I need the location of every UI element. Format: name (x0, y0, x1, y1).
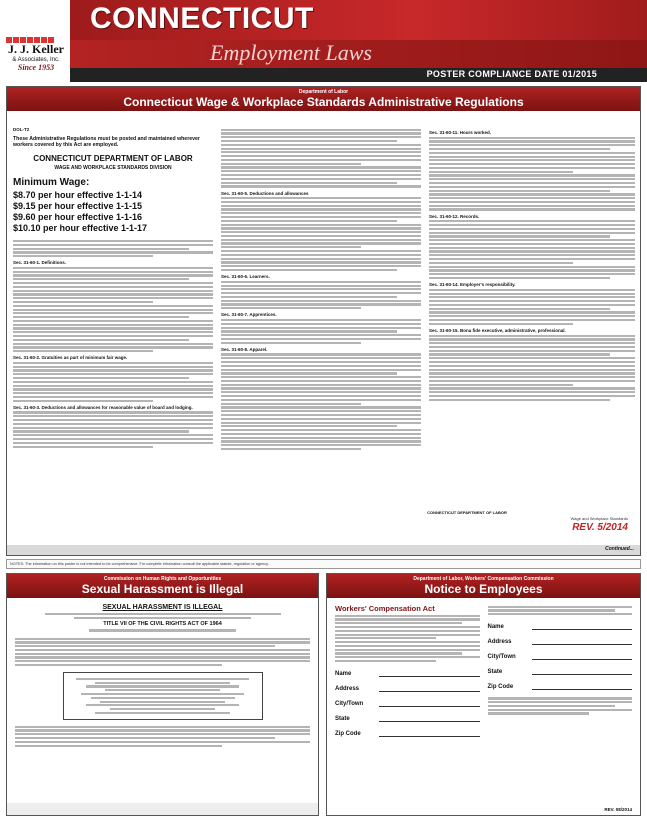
field-line[interactable] (532, 682, 633, 690)
wage-line: $8.70 per hour effective 1-1-14 (13, 190, 143, 200)
field-label: State (335, 716, 350, 723)
division-title: WAGE AND WORKPLACE STANDARDS DIVISION (54, 165, 172, 171)
field-line[interactable] (379, 729, 480, 737)
field-label: Address (335, 686, 360, 693)
jj-keller-logo (6, 38, 66, 78)
field-label: Zip Code (335, 731, 361, 738)
field-label: Address (487, 639, 512, 646)
notes-strip: NOTES: The information on this poster is not intended to be comprehensive. For complete information consult the applicable statute, regulation or agency. (6, 559, 641, 569)
panel-dept: Commission on Human Rights and Opportunities (103, 576, 222, 582)
signature-line: Wage and Workplace Standards (570, 516, 628, 521)
section-title: Sec. 31-60-7. Apprentices. (221, 312, 277, 318)
harassment-subheading: TITLE VII OF THE CIVIL RIGHTS ACT OF 1964 (103, 621, 222, 628)
form-field (335, 729, 480, 737)
revision-label: REV. 5/2014 (572, 522, 628, 533)
state-title: CONNECTICUT (90, 2, 314, 35)
harassment-heading: SEXUAL HARASSMENT IS ILLEGAL (102, 604, 223, 611)
section-title: Sec. 31-60-6. Learners. (221, 274, 270, 280)
logo-assoc: & Associates, Inc. (12, 57, 60, 63)
section-title: Sec. 31-60-12. Records. (429, 213, 480, 219)
workers-comp-panel (326, 573, 641, 816)
distribution-note: CONNECTICUT DEPARTMENT OF LABOR (427, 510, 507, 515)
section-title: Sec. 31-60-1. Definitions. (13, 260, 67, 266)
column-1 (13, 127, 213, 449)
panel-header (327, 574, 640, 598)
comp-left (335, 604, 480, 744)
field-line[interactable] (532, 667, 633, 675)
wage-line: $9.15 per hour effective 1-1-15 (13, 201, 143, 211)
logo-color-bar (6, 30, 66, 36)
logo-since: Since 1953 (17, 63, 55, 72)
wc-title: Workers' Compensation Act (335, 604, 435, 613)
panel-title: Notice to Employees (424, 582, 543, 596)
section-title: Sec. 31-60-14. Employer's responsibility. (429, 282, 516, 288)
form-field (488, 637, 633, 645)
harassment-contact-box (63, 672, 263, 719)
section-title: Sec. 31-60-8. Apparel. (221, 346, 268, 352)
field-label: State (487, 669, 503, 676)
wage-regulations-panel (6, 86, 641, 556)
subtitle-banner (70, 40, 647, 68)
field-label: Zip Code (487, 684, 514, 691)
panel-header (7, 87, 640, 111)
form-field (488, 652, 633, 660)
min-wage-heading: Minimum Wage: (13, 177, 90, 188)
dol-title: CONNECTICUT DEPARTMENT OF LABOR (33, 154, 193, 163)
section-title: Sec. 31-60-5. Deductions and allowances (221, 190, 309, 196)
compliance-date: POSTER COMPLIANCE DATE 01/2015 (426, 69, 597, 79)
panel-dept: Department of Labor (298, 89, 349, 95)
wage-line: $10.10 per hour effective 1-1-17 (13, 223, 148, 233)
field-line[interactable] (379, 699, 480, 707)
form-field (335, 669, 480, 677)
field-line[interactable] (532, 637, 633, 645)
poster-header (0, 0, 647, 82)
form-field (335, 714, 480, 722)
comp-right (488, 604, 633, 744)
comp-revision: REV. 08/2014 (604, 807, 632, 812)
poster-subtitle: Employment Laws (210, 40, 372, 65)
form-field (488, 682, 633, 690)
panel-footer (7, 545, 640, 555)
field-label: Name (487, 624, 504, 631)
harassment-panel (6, 573, 319, 816)
panel-dept: Department of Labor, Workers' Compensation Commission (413, 576, 554, 582)
state-banner (70, 0, 647, 40)
field-label: Name (335, 671, 352, 678)
column-3 (429, 127, 635, 403)
field-line[interactable] (379, 684, 480, 692)
form-field (335, 684, 480, 692)
field-label: City/Town (335, 701, 364, 708)
form-field (488, 622, 633, 630)
panel-header (7, 574, 318, 598)
panel-title: Connecticut Wage & Workplace Standards Administrative Regulations (123, 95, 524, 109)
form-field (488, 667, 633, 675)
field-line[interactable] (532, 652, 633, 660)
field-line[interactable] (379, 669, 480, 677)
intro-text: These Administrative Regulations must be posted and maintained wherever workers covered by this Act are employed. (13, 136, 200, 148)
column-2 (221, 127, 421, 452)
field-label: City/Town (487, 654, 516, 661)
panel-title: Sexual Harassment is Illegal (81, 582, 244, 596)
form-field (335, 699, 480, 707)
panel-notes (7, 803, 318, 815)
reg-number: DOL-T2 (13, 127, 30, 132)
wage-line: $9.60 per hour effective 1-1-16 (13, 212, 143, 222)
section-title: Sec. 31-60-3. Deductions and allowances for reasonable value of board and lodging. (13, 404, 193, 410)
section-title: Sec. 31-60-2. Gratuities as part of minimum fair wage. (13, 355, 128, 361)
field-line[interactable] (379, 714, 480, 722)
logo-name: J. J. Keller (8, 42, 64, 56)
section-title: Sec. 31-60-11. Hours worked. (429, 130, 492, 135)
compliance-bar (70, 68, 647, 82)
section-title: Sec. 31-60-15. Bona fide executive, administrative, professional. (429, 327, 566, 333)
field-line[interactable] (532, 622, 633, 630)
continued-label: Continued... (605, 546, 634, 552)
